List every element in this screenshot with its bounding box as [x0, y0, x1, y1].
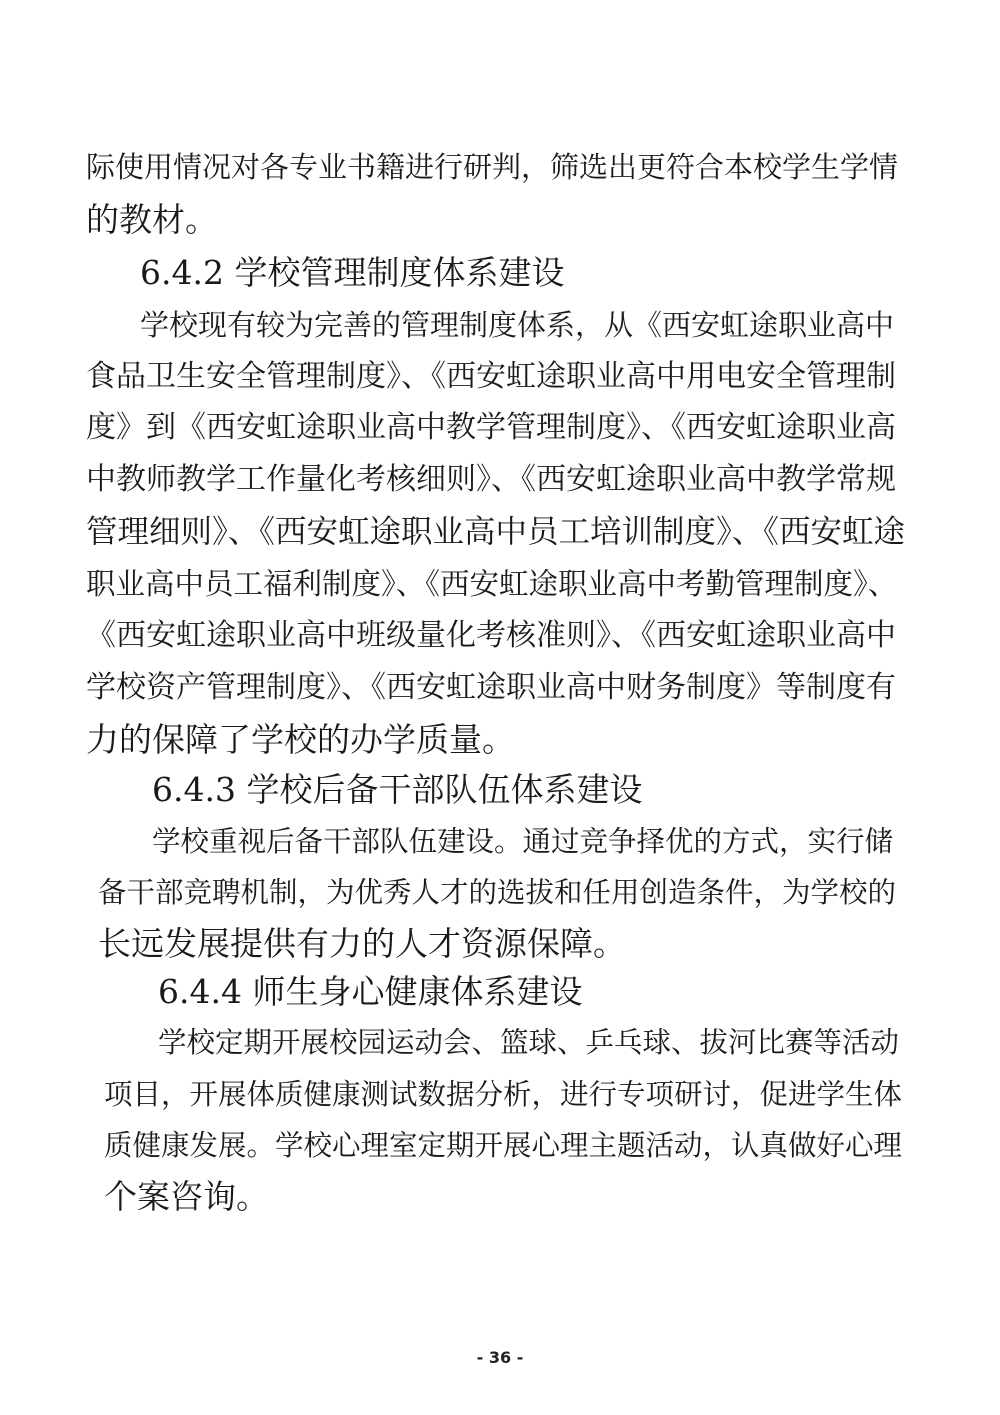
- paragraph-line: 食品卫生安全管理制度》、《西安虹途职业高中用电安全管理制: [86, 359, 896, 394]
- paragraph-line: 学校定期开展校园运动会、篮球、乒乓球、拔河比赛等活动: [158, 1026, 900, 1059]
- paragraph-line: 质健康发展。学校心理室定期开展心理主题活动，认真做好心理: [104, 1129, 903, 1162]
- paragraph-line: 学校资产管理制度》、《西安虹途职业高中财务制度》等制度有: [86, 670, 896, 705]
- paragraph-line: 项目，开展体质健康测试数据分析，进行专项研讨，促进学生体: [104, 1078, 903, 1111]
- paragraph-line: 的教材。: [86, 200, 218, 239]
- paragraph-line: 中教师教学工作量化考核细则》、《西安虹途职业高中教学常规: [86, 462, 896, 497]
- page-number: - 36 -: [476, 1348, 524, 1367]
- paragraph-line: 学校重视后备干部队伍建设。通过竞争择优的方式，实行储: [152, 825, 894, 858]
- section-heading-6-4-4: 6.4.4 师生身心健康体系建设: [158, 972, 583, 1011]
- paragraph-line: 际使用情况对各专业书籍进行研判，筛选出更符合本校学生学情: [86, 150, 899, 184]
- paragraph-line: 力的保障了学校的办学质量。: [86, 720, 515, 759]
- paragraph-line: 《西安虹途职业高中班级量化考核准则》、《西安虹途职业高中: [86, 618, 896, 653]
- paragraph-line: 长远发展提供有力的人才资源保障。: [98, 924, 626, 963]
- paragraph-line: 备干部竞聘机制，为优秀人才的选拔和任用创造条件，为学校的: [98, 876, 897, 909]
- paragraph-line: 学校现有较为完善的管理制度体系，从《西安虹途职业高中: [140, 308, 895, 342]
- section-heading-6-4-3: 6.4.3 学校后备干部队伍体系建设: [152, 770, 643, 809]
- section-heading-6-4-2: 6.4.2 学校管理制度体系建设: [140, 253, 565, 292]
- paragraph-line: 管理细则》、《西安虹途职业高中员工培训制度》、《西安虹途: [86, 514, 906, 550]
- paragraph-line: 职业高中员工福利制度》、《西安虹途职业高中考勤管理制度》、: [86, 567, 898, 601]
- paragraph-line: 个案咨询。: [104, 1177, 269, 1216]
- paragraph-line: 度》到《西安虹途职业高中教学管理制度》、《西安虹途职业高: [86, 410, 896, 445]
